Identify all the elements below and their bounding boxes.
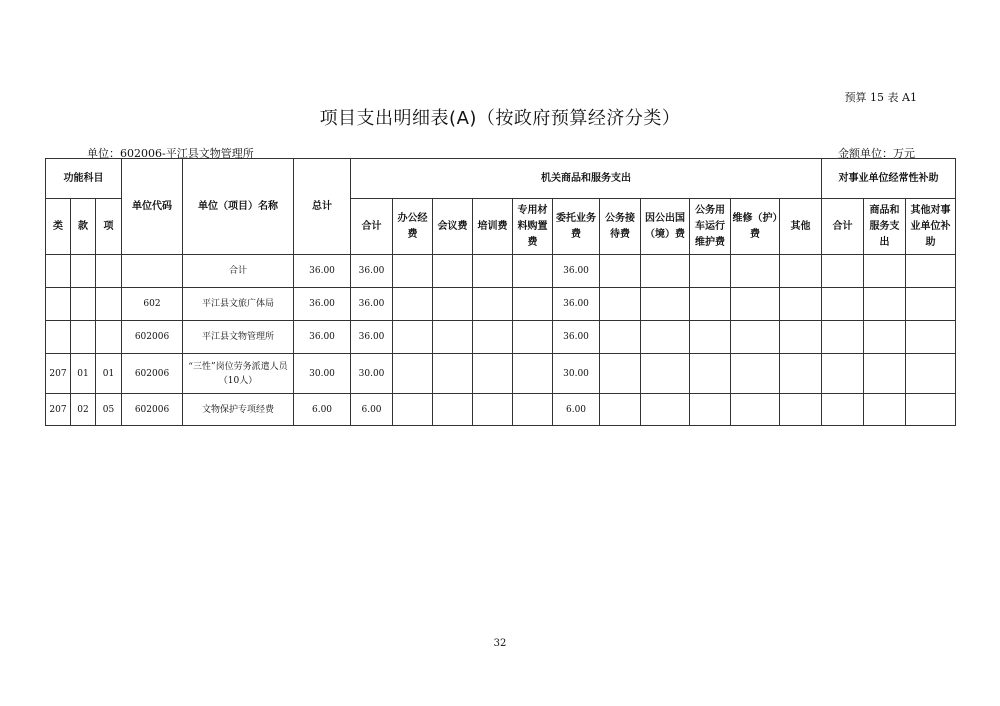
other-header: 其他 bbox=[780, 199, 822, 255]
amount-unit-label: 金额单位：万元 bbox=[838, 147, 915, 160]
section-cell bbox=[71, 321, 96, 354]
entrusted-cell: 36.00 bbox=[553, 321, 600, 354]
unit-code-cell bbox=[122, 255, 183, 288]
office-header: 办公经费 bbox=[393, 199, 433, 255]
item-cell bbox=[96, 288, 122, 321]
table-row bbox=[46, 354, 956, 394]
entrusted-cell: 6.00 bbox=[553, 394, 600, 426]
gs-subtotal-cell: 6.00 bbox=[351, 394, 393, 426]
section-cell bbox=[71, 255, 96, 288]
table-row bbox=[46, 394, 956, 426]
unit-name-cell: 合计 bbox=[183, 255, 294, 288]
entrusted-cell: 30.00 bbox=[553, 354, 600, 394]
item-cell bbox=[96, 255, 122, 288]
unit-code-header: 单位代码 bbox=[122, 159, 183, 255]
item-header: 项 bbox=[96, 199, 122, 255]
table-row bbox=[46, 288, 956, 321]
total-cell: 36.00 bbox=[294, 288, 351, 321]
sub-goods-header: 商品和服务支出 bbox=[864, 199, 906, 255]
unit-name-cell: 文物保护专项经费 bbox=[183, 394, 294, 426]
subsidy-header: 对事业单位经常性补助 bbox=[822, 159, 956, 199]
unit-name-cell: 平江县文旅广体局 bbox=[183, 288, 294, 321]
gs-subtotal-cell: 36.00 bbox=[351, 321, 393, 354]
gs-subtotal-cell: 36.00 bbox=[351, 255, 393, 288]
gs-subtotal-header: 合计 bbox=[351, 199, 393, 255]
training-header: 培训费 bbox=[473, 199, 513, 255]
item-cell bbox=[96, 321, 122, 354]
unit-code-cell: 602006 bbox=[122, 354, 183, 394]
entrusted-header: 委托业务费 bbox=[553, 199, 600, 255]
unit-label: 单位：602006-平江县文物管理所 bbox=[87, 147, 254, 160]
page-title: 项目支出明细表(A)（按政府预算经济分类） bbox=[319, 108, 681, 129]
item-cell: 05 bbox=[96, 394, 122, 426]
gs-subtotal-cell: 36.00 bbox=[351, 288, 393, 321]
total-cell: 30.00 bbox=[294, 354, 351, 394]
class-cell bbox=[46, 321, 71, 354]
total-header: 总计 bbox=[294, 159, 351, 255]
total-cell: 36.00 bbox=[294, 255, 351, 288]
sub-other-header: 其他对事业单位补助 bbox=[906, 199, 956, 255]
expenditure-table bbox=[45, 158, 956, 426]
class-header: 类 bbox=[46, 199, 71, 255]
unit-code-cell: 602006 bbox=[122, 394, 183, 426]
page-number: 32 bbox=[493, 638, 507, 649]
entrusted-cell: 36.00 bbox=[553, 288, 600, 321]
gs-subtotal-cell: 30.00 bbox=[351, 354, 393, 394]
unit-code-cell: 602 bbox=[122, 288, 183, 321]
section-cell: 02 bbox=[71, 394, 96, 426]
entrusted-cell: 36.00 bbox=[553, 255, 600, 288]
item-cell: 01 bbox=[96, 354, 122, 394]
unit-name-header: 单位（项目）名称 bbox=[183, 159, 294, 255]
materials-header: 专用材料购置费 bbox=[513, 199, 553, 255]
table-row bbox=[46, 255, 956, 288]
class-cell bbox=[46, 288, 71, 321]
section-header: 款 bbox=[71, 199, 96, 255]
abroad-header: 因公出国（境）费 bbox=[641, 199, 690, 255]
unit-code-cell: 602006 bbox=[122, 321, 183, 354]
function-subject-header: 功能科目 bbox=[46, 159, 122, 199]
class-cell: 207 bbox=[46, 394, 71, 426]
unit-name-cell: 平江县文物管理所 bbox=[183, 321, 294, 354]
form-code: 预算 15 表 A1 bbox=[844, 91, 917, 104]
class-cell bbox=[46, 255, 71, 288]
unit-name-cell: “三性”岗位劳务派遣人员（10人） bbox=[183, 354, 294, 394]
maintenance-header: 维修（护）费 bbox=[731, 199, 780, 255]
section-cell: 01 bbox=[71, 354, 96, 394]
section-cell bbox=[71, 288, 96, 321]
sub-subtotal-header: 合计 bbox=[822, 199, 864, 255]
reception-header: 公务接待费 bbox=[600, 199, 641, 255]
vehicle-header: 公务用车运行维护费 bbox=[690, 199, 731, 255]
goods-services-header: 机关商品和服务支出 bbox=[351, 159, 822, 199]
class-cell: 207 bbox=[46, 354, 71, 394]
meeting-header: 会议费 bbox=[433, 199, 473, 255]
table-row bbox=[46, 321, 956, 354]
total-cell: 36.00 bbox=[294, 321, 351, 354]
total-cell: 6.00 bbox=[294, 394, 351, 426]
